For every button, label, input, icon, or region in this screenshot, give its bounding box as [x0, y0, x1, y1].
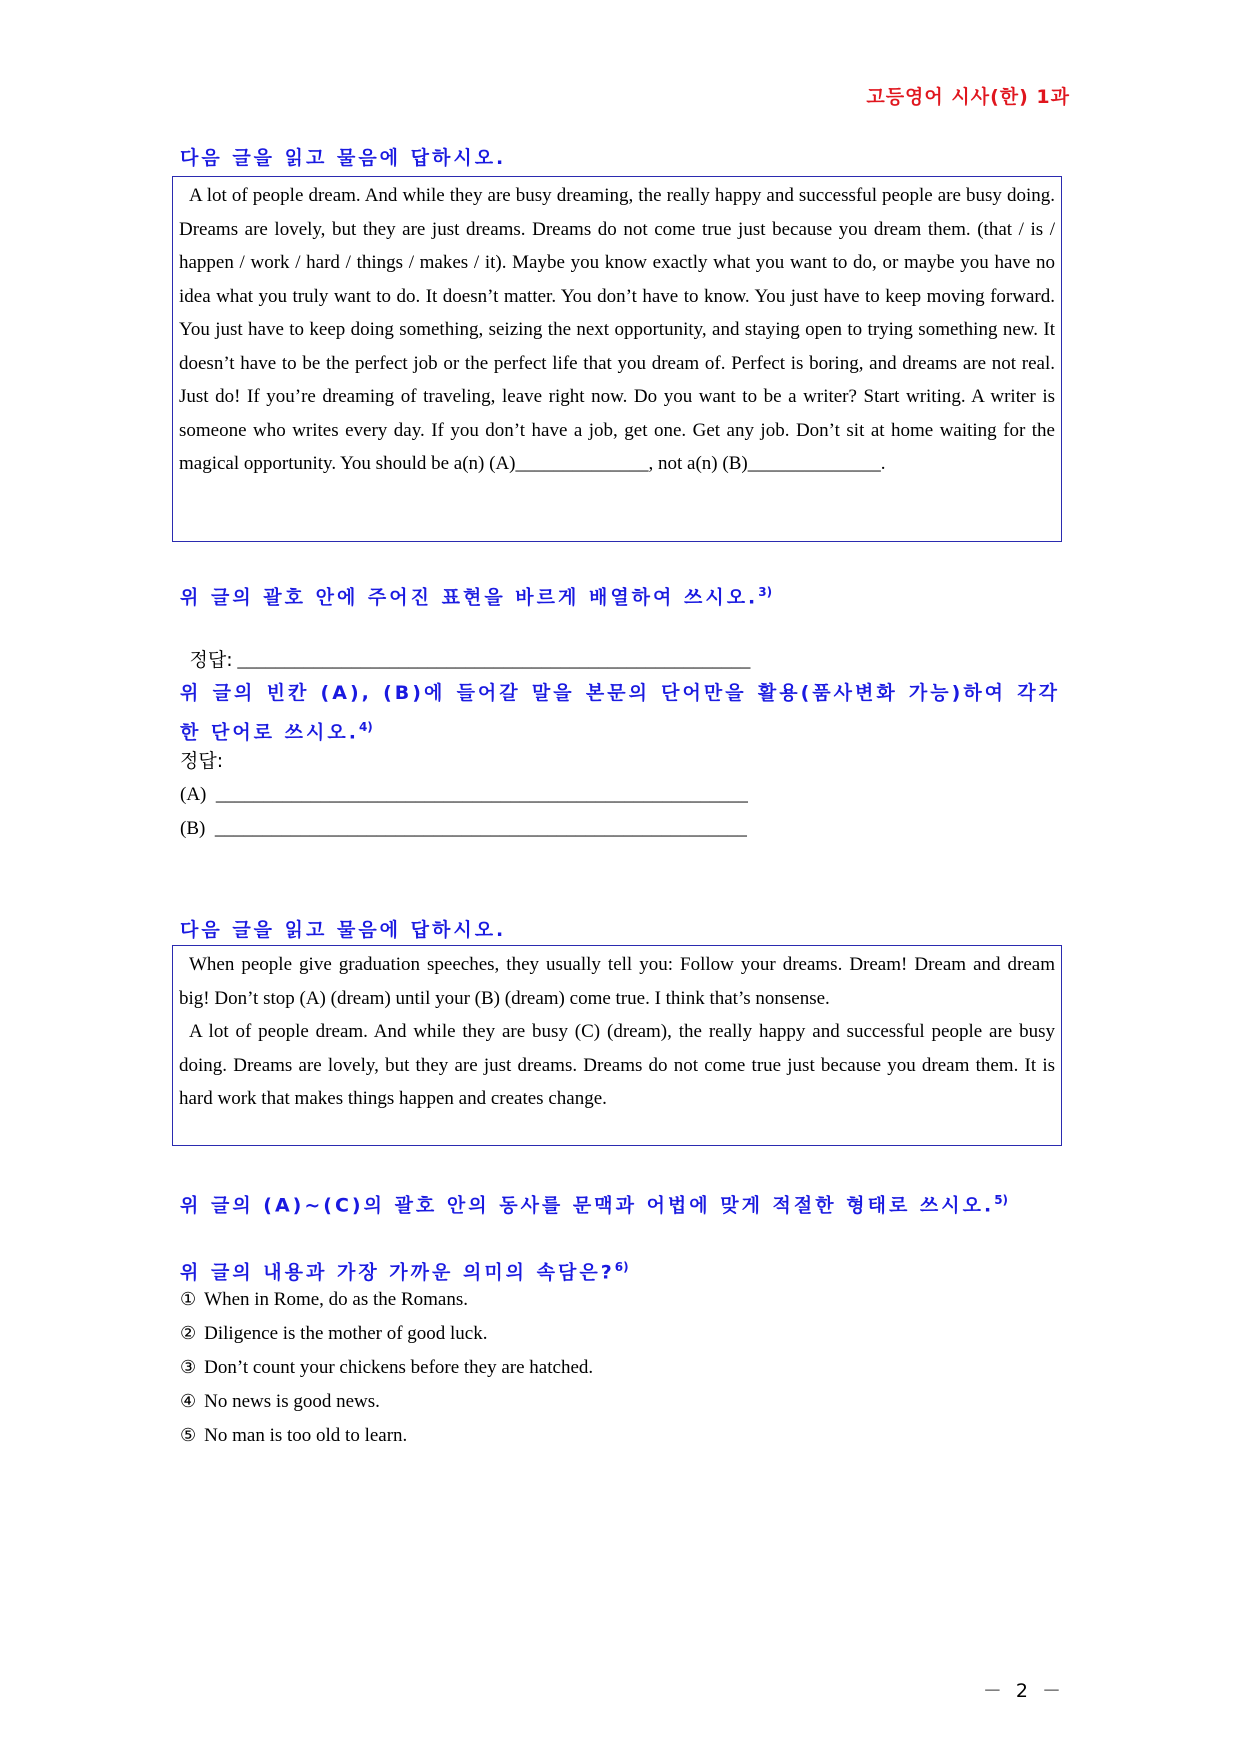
answer-1-label: 정답: — [189, 649, 233, 671]
footnote-5: 5) — [994, 1193, 1009, 1207]
page-number: － 2 － — [982, 1680, 1065, 1702]
option-1-text: When in Rome, do as the Romans. — [204, 1289, 468, 1310]
question-1-text: 위 글의 괄호 안에 주어진 표현을 바르게 배열하여 쓰시오. — [180, 586, 759, 609]
footnote-6: 6) — [614, 1260, 629, 1274]
option-3-text: Don’t count your chickens before they are hatched. — [204, 1357, 594, 1378]
option-4-number: ④ — [180, 1391, 197, 1412]
question-3 — [180, 1183, 1008, 1222]
option-1[interactable] — [180, 1283, 468, 1317]
question-4-text: 위 글의 내용과 가장 가까운 의미의 속담은? — [180, 1261, 615, 1284]
option-5[interactable] — [180, 1419, 407, 1453]
passage-2-paragraph-2: A lot of people dream. And while they are busy (C) (dream), the really happy and successful people are busy doing. Dreams are lovely, but they are just dreams. Dreams do not come true just because you dream them. It is hard work that makes things happen and creates change. — [179, 1021, 1055, 1109]
option-5-text: No man is too old to learn. — [204, 1425, 408, 1446]
option-4-text: No news is good news. — [204, 1391, 380, 1412]
passage-box-1 — [172, 176, 1062, 542]
question-2-text: 위 글의 빈칸 (A), (B)에 들어갈 말을 본문의 단어만을 활용(품사변화 가능)하여 각각 한 단어로 쓰시오. — [180, 682, 1060, 744]
option-2[interactable] — [180, 1317, 488, 1351]
question-2 — [180, 676, 1060, 749]
footnote-4: 4) — [358, 720, 373, 734]
option-5-number: ⑤ — [180, 1425, 197, 1446]
passage-1-text: A lot of people dream. And while they are busy dreaming, the really happy and successful people are busy doing. Dreams are lovely, but they are just dreams. Dreams do not come true just because you dream them. (that / is / happen / work / hard / things / makes / it). Maybe you know exactly what you want to do, or maybe you have no idea what you truly want to do. It doesn’t matter. You don’t have to know. You just have to keep moving forward. You just have to keep doing something, seizing the next opportunity, and staying open to trying something new. It doesn’t have to be the perfect job or the perfect life that you dream of. Perfect is boring, and dreams are not real. Just do! If you’re dreaming of traveling, leave right now. Do you want to be a writer? Start writing. A writer is someone who writes every day. If you don’t have a job, get one. Get any job. Don’t sit at home waiting for the magical opportunity. You should be a(n) (A)______________, not a(n) (B)______________. — [179, 185, 1055, 474]
option-4[interactable] — [180, 1385, 380, 1419]
section1-heading: 다음 글을 읽고 물음에 답하시오. — [180, 147, 507, 169]
passage-box-2 — [172, 945, 1062, 1146]
option-2-text: Diligence is the mother of good luck. — [204, 1323, 488, 1344]
document-header: 고등영어 시사(한) 1과 — [866, 86, 1070, 108]
option-3[interactable] — [180, 1351, 593, 1385]
option-1-number: ① — [180, 1289, 197, 1310]
question-3-text: 위 글의 (A)~(C)의 괄호 안의 동사를 문맥과 어법에 맞게 적절한 형태로 쓰시오. — [180, 1194, 995, 1217]
passage-2-paragraph-1: When people give graduation speeches, they usually tell you: Follow your dreams. Dream! Dream and dream big! Don’t stop (A) (dream) until your (B) (dream) come true. I think that’s nonsense. — [179, 954, 1055, 1009]
answer-2b-blank[interactable]: (B) ________________________________________________________ — [180, 818, 747, 839]
answer-1-blank[interactable]: ______________________________________________________ — [232, 650, 751, 671]
answer-2-label: 정답: — [180, 750, 224, 772]
option-3-number: ③ — [180, 1357, 197, 1378]
answer-2a-blank[interactable]: (A) ________________________________________________________ — [180, 784, 748, 805]
footnote-3: 3) — [758, 585, 773, 599]
option-2-number: ② — [180, 1323, 197, 1344]
section2-heading: 다음 글을 읽고 물음에 답하시오. — [180, 919, 507, 941]
answer-1-line[interactable] — [180, 609, 750, 678]
